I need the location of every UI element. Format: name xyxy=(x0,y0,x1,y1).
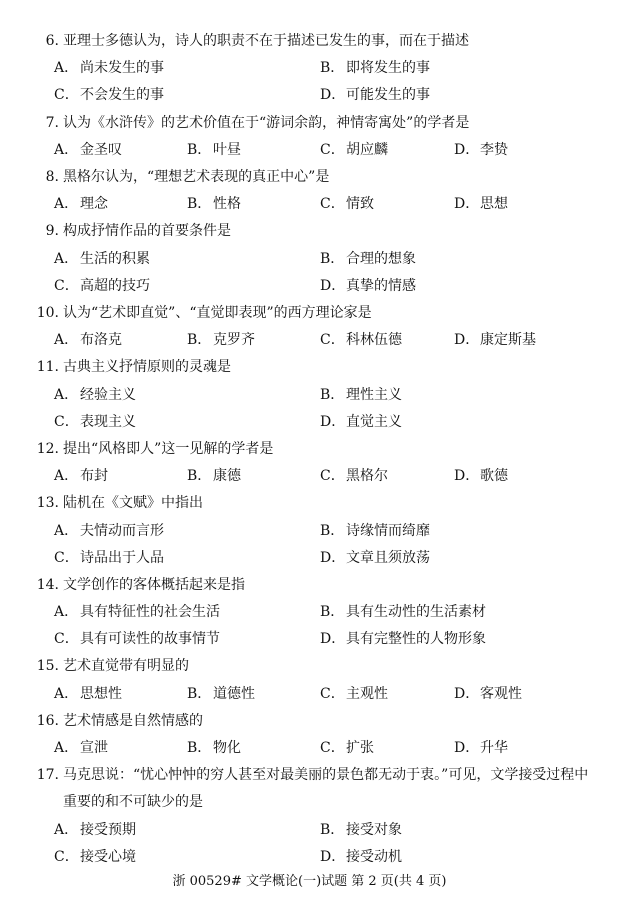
option-c xyxy=(320,191,374,218)
question-stem xyxy=(26,164,606,191)
option-letter: A． xyxy=(54,821,79,838)
option-c xyxy=(54,545,164,572)
option-a xyxy=(54,191,108,218)
question-number: 15. xyxy=(36,658,59,675)
option-a xyxy=(54,246,150,273)
option-text: 黑格尔 xyxy=(346,468,388,485)
option-text: 理性主义 xyxy=(346,386,402,403)
option-text: 性格 xyxy=(213,196,241,213)
option-letter: B． xyxy=(187,332,212,349)
option-row xyxy=(26,137,606,164)
question-text: 艺术直觉带有明显的 xyxy=(63,658,189,675)
option-text: 思想 xyxy=(480,196,508,213)
question-stem xyxy=(26,300,606,327)
question-stem xyxy=(26,218,606,245)
option-text: 接受对象 xyxy=(346,821,402,838)
option-letter: B． xyxy=(187,740,212,757)
option-b xyxy=(320,55,430,82)
option-text: 歌德 xyxy=(480,468,508,485)
option-letter: C． xyxy=(320,332,345,349)
option-letter: D． xyxy=(454,196,480,213)
option-b xyxy=(320,599,486,626)
option-row xyxy=(26,545,606,572)
option-text: 道德性 xyxy=(213,685,255,702)
option-d xyxy=(320,626,486,653)
option-letter: C． xyxy=(320,740,345,757)
question-stem xyxy=(26,490,606,517)
question-stem xyxy=(26,762,606,816)
option-text: 胡应麟 xyxy=(346,141,388,158)
option-b xyxy=(187,681,255,708)
option-c xyxy=(320,681,388,708)
option-a xyxy=(54,681,122,708)
option-text: 物化 xyxy=(213,740,241,757)
question-text: 陆机在《文赋》中指出 xyxy=(63,495,203,512)
option-text: 具有生动性的生活素材 xyxy=(346,604,486,621)
option-letter: C． xyxy=(320,141,345,158)
option-text: 客观性 xyxy=(480,685,522,702)
option-letter: A． xyxy=(54,740,79,757)
option-row xyxy=(26,327,606,354)
question-text: 认为“艺术即直觉”、“直觉即表现”的西方理论家是 xyxy=(63,304,372,321)
question-16 xyxy=(26,708,606,762)
option-letter: C． xyxy=(54,631,79,648)
option-text: 可能发生的事 xyxy=(346,87,430,104)
option-d xyxy=(454,681,522,708)
option-letter: A． xyxy=(54,332,79,349)
option-row xyxy=(26,55,606,82)
option-letter: B． xyxy=(187,196,212,213)
question-17 xyxy=(26,762,606,871)
question-6 xyxy=(26,28,606,110)
option-a xyxy=(54,55,164,82)
question-text: 古典主义抒情原则的灵魂是 xyxy=(63,359,231,376)
option-b xyxy=(187,735,241,762)
option-letter: B． xyxy=(320,522,345,539)
question-text: 马克思说：“忧心忡忡的穷人甚至对最美丽的景色都无动于衷。”可见，文学接受过程中重要的和不可缺少的是 xyxy=(63,767,589,811)
option-text: 布封 xyxy=(80,468,108,485)
option-b xyxy=(187,137,241,164)
option-text: 科林伍德 xyxy=(346,332,402,349)
option-a xyxy=(54,735,108,762)
option-c xyxy=(320,463,388,490)
option-letter: A． xyxy=(54,196,79,213)
option-row xyxy=(26,626,606,653)
option-letter: D． xyxy=(320,87,346,104)
question-list xyxy=(26,28,606,871)
question-stem xyxy=(26,354,606,381)
option-b xyxy=(320,817,402,844)
option-letter: C． xyxy=(54,87,79,104)
question-number: 12. xyxy=(36,440,59,457)
option-text: 康定斯基 xyxy=(480,332,536,349)
option-letter: C． xyxy=(54,413,79,430)
option-text: 具有可读性的故事情节 xyxy=(80,631,220,648)
question-text: 认为《水浒传》的艺术价值在于“游词余韵，神情寄寓处”的学者是 xyxy=(63,114,470,131)
question-stem xyxy=(26,110,606,137)
option-text: 直觉主义 xyxy=(346,413,402,430)
option-a xyxy=(54,327,122,354)
option-text: 李贽 xyxy=(480,141,508,158)
question-number: 10. xyxy=(36,304,59,321)
option-letter: A． xyxy=(54,522,79,539)
option-letter: D． xyxy=(454,468,480,485)
question-number: 11. xyxy=(36,359,59,376)
question-number: 8. xyxy=(45,168,59,185)
question-12 xyxy=(26,436,606,490)
option-letter: C． xyxy=(54,277,79,294)
option-letter: D． xyxy=(320,631,346,648)
option-text: 宣泄 xyxy=(80,740,108,757)
question-stem xyxy=(26,653,606,680)
option-text: 夫情动而言形 xyxy=(80,522,164,539)
option-d xyxy=(454,463,508,490)
option-text: 真挚的情感 xyxy=(346,277,416,294)
option-letter: B． xyxy=(320,60,345,77)
option-row xyxy=(26,273,606,300)
question-text: 黑格尔认为，“理想艺术表现的真正中心”是 xyxy=(63,168,330,185)
question-text: 构成抒情作品的首要条件是 xyxy=(63,223,231,240)
option-text: 即将发生的事 xyxy=(346,60,430,77)
option-letter: C． xyxy=(54,549,79,566)
option-a xyxy=(54,382,136,409)
question-7 xyxy=(26,110,606,164)
option-row xyxy=(26,463,606,490)
question-number: 17. xyxy=(36,767,59,784)
option-row xyxy=(26,191,606,218)
option-d xyxy=(454,327,536,354)
question-14 xyxy=(26,572,606,654)
option-d xyxy=(454,735,508,762)
option-b xyxy=(187,327,255,354)
option-c xyxy=(320,327,402,354)
option-row xyxy=(26,518,606,545)
question-stem xyxy=(26,572,606,599)
option-c xyxy=(54,626,220,653)
option-text: 理念 xyxy=(80,196,108,213)
option-text: 叶昼 xyxy=(213,141,241,158)
question-8 xyxy=(26,164,606,218)
option-c xyxy=(320,735,374,762)
option-letter: C． xyxy=(320,196,345,213)
question-11 xyxy=(26,354,606,436)
option-row xyxy=(26,382,606,409)
question-stem xyxy=(26,436,606,463)
option-text: 康德 xyxy=(213,468,241,485)
option-text: 情致 xyxy=(346,196,374,213)
option-b xyxy=(187,463,241,490)
option-text: 生活的积累 xyxy=(80,250,150,267)
option-d xyxy=(454,191,508,218)
question-text: 艺术情感是自然情感的 xyxy=(63,712,203,729)
option-letter: A． xyxy=(54,250,79,267)
option-text: 尚未发生的事 xyxy=(80,60,164,77)
question-10 xyxy=(26,300,606,354)
option-letter: A． xyxy=(54,685,79,702)
option-a xyxy=(54,817,136,844)
question-number: 9. xyxy=(45,223,59,240)
question-15 xyxy=(26,653,606,707)
option-letter: B． xyxy=(320,386,345,403)
option-row xyxy=(26,735,606,762)
option-d xyxy=(454,137,508,164)
option-letter: D． xyxy=(320,277,346,294)
question-9 xyxy=(26,218,606,300)
option-text: 主观性 xyxy=(346,685,388,702)
question-stem xyxy=(26,708,606,735)
question-stem xyxy=(26,28,606,55)
option-letter: B． xyxy=(187,468,212,485)
option-letter: A． xyxy=(54,468,79,485)
option-letter: C． xyxy=(320,685,345,702)
option-text: 高超的技巧 xyxy=(80,277,150,294)
option-text: 布洛克 xyxy=(80,332,122,349)
option-d xyxy=(320,409,402,436)
question-number: 7. xyxy=(45,114,59,131)
option-row xyxy=(26,817,606,844)
option-letter: A． xyxy=(54,386,79,403)
option-letter: A． xyxy=(54,60,79,77)
option-text: 接受预期 xyxy=(80,821,136,838)
option-row xyxy=(26,246,606,273)
option-text: 表现主义 xyxy=(80,413,136,430)
option-letter: D． xyxy=(454,141,480,158)
option-text: 金圣叹 xyxy=(80,141,122,158)
option-letter: C． xyxy=(54,848,79,865)
option-a xyxy=(54,463,108,490)
option-b xyxy=(187,191,241,218)
option-letter: D． xyxy=(454,740,480,757)
option-text: 克罗齐 xyxy=(213,332,255,349)
option-letter: A． xyxy=(54,604,79,621)
option-text: 接受心境 xyxy=(80,848,136,865)
option-c xyxy=(54,844,136,871)
question-text: 提出“风格即人”这一见解的学者是 xyxy=(63,440,274,457)
option-row xyxy=(26,844,606,871)
option-letter: C． xyxy=(320,468,345,485)
option-d xyxy=(320,273,416,300)
option-letter: B． xyxy=(320,604,345,621)
option-row xyxy=(26,681,606,708)
option-d xyxy=(320,844,402,871)
page-footer: 浙 00529# 文学概论(一)试题 第 2 页(共 4 页) xyxy=(172,874,447,889)
option-c xyxy=(54,273,150,300)
option-row xyxy=(26,409,606,436)
option-text: 具有完整性的人物形象 xyxy=(346,631,486,648)
question-number: 13. xyxy=(36,495,59,512)
option-letter: D． xyxy=(454,685,480,702)
option-b xyxy=(320,518,430,545)
option-letter: D． xyxy=(320,413,346,430)
option-text: 扩张 xyxy=(346,740,374,757)
option-text: 诗品出于人品 xyxy=(80,549,164,566)
option-text: 经验主义 xyxy=(80,386,136,403)
option-a xyxy=(54,518,164,545)
option-letter: A． xyxy=(54,141,79,158)
option-text: 接受动机 xyxy=(346,848,402,865)
option-letter: D． xyxy=(320,549,346,566)
option-text: 诗缘情而绮靡 xyxy=(346,522,430,539)
option-row xyxy=(26,82,606,109)
option-b xyxy=(320,382,402,409)
option-text: 不会发生的事 xyxy=(80,87,164,104)
option-c xyxy=(54,409,136,436)
option-letter: D． xyxy=(320,848,346,865)
option-a xyxy=(54,599,220,626)
option-d xyxy=(320,545,430,572)
question-number: 16. xyxy=(36,712,59,729)
question-number: 6. xyxy=(45,33,59,49)
option-b xyxy=(320,246,416,273)
option-c xyxy=(320,137,388,164)
option-text: 具有特征性的社会生活 xyxy=(80,604,220,621)
option-letter: B． xyxy=(187,141,212,158)
option-text: 文章且须放荡 xyxy=(346,549,430,566)
option-text: 思想性 xyxy=(80,685,122,702)
option-c xyxy=(54,82,164,109)
option-letter: B． xyxy=(320,821,345,838)
question-13 xyxy=(26,490,606,572)
question-number: 14. xyxy=(36,576,59,593)
question-text: 文学创作的客体概括起来是指 xyxy=(63,576,245,593)
option-row xyxy=(26,599,606,626)
option-letter: B． xyxy=(187,685,212,702)
option-d xyxy=(320,82,430,109)
option-text: 升华 xyxy=(480,740,508,757)
option-letter: D． xyxy=(454,332,480,349)
option-letter: B． xyxy=(320,250,345,267)
option-a xyxy=(54,137,122,164)
option-text: 合理的想象 xyxy=(346,250,416,267)
question-text: 亚理士多德认为，诗人的职责不在于描述已发生的事，而在于描述 xyxy=(63,33,469,49)
